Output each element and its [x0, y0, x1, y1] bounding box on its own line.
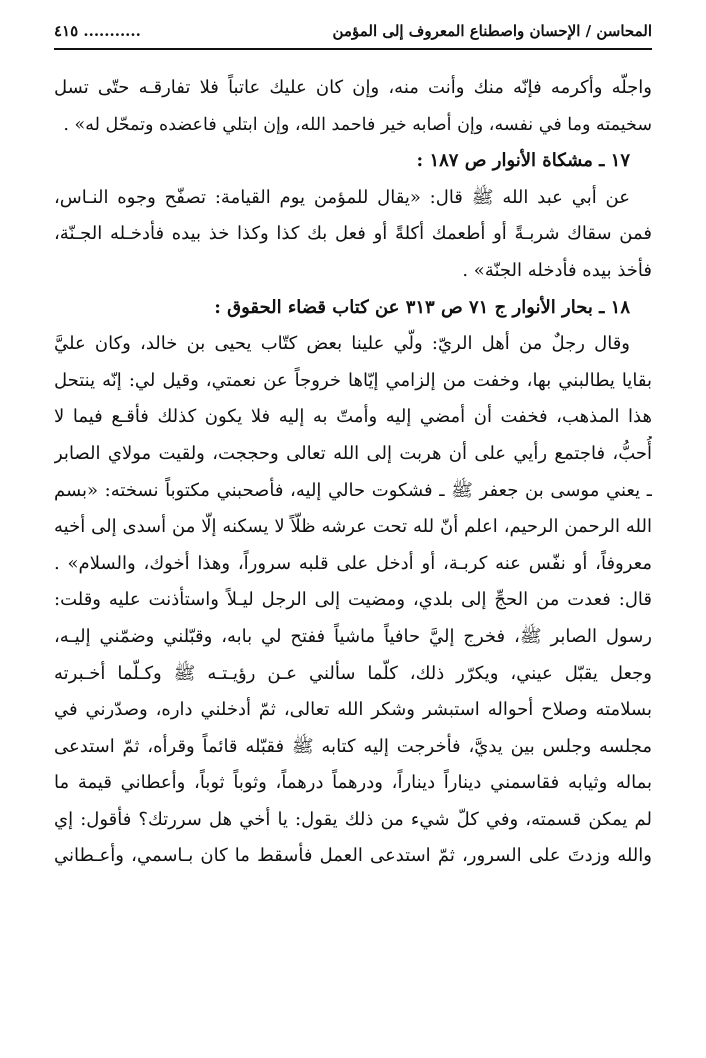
text-line: بماله وثيابه فقاسمني ديناراً ديناراً، ودرهماً درهماً، وثوباً ثوباً، وأعطاني قيمة ما [54, 772, 652, 794]
text-line: لم يمكن قسمته، وفي كلّ شيء من ذلك يقول: يا أخي هل سررتك؟ فأقول: إي [54, 808, 652, 830]
body-text [54, 70, 652, 875]
text-line: أُحبُّ، فاجتمع رأيي على أن هربت إلى الله تعالى وحججت، ولقيت مولاي الصابر [54, 442, 652, 464]
running-header [54, 20, 652, 50]
text-line: قال: فعدت من الحجِّ إلى بلدي، ومضيت إلى الرجل ليـلاً واستأذنت عليه وقلت: [54, 589, 652, 611]
text-line: الله الرحمن الرحيم، اعلم أنّ لله تحت عرشه ظلّاً لا يسكنه إلّا من أسدى إلى أخيه [54, 516, 652, 538]
text-line: واجلّه وأكرمه فإنّه منك وأنت منه، وإن كان عليك عاتباً فلا تفارقـه حتّى تسل [54, 77, 652, 98]
text-line: فمن سقاك شربـةً أو أطعمك أكلةً أو فعل بك كذا وكذا خذ بيده فأدخـله الجـنّة، [54, 223, 652, 245]
text-line: رسول الصابر ﷺ، فخرج إليَّ حافياً ماشياً ففتح لي بابه، وقبّلني وضمّني إليـه، [54, 625, 652, 647]
text-line: فأخذ بيده فأدخله الجنّة» . [462, 259, 652, 281]
text-line: بقايا يطالبني بها، وخفت من إلزامي إيّاها خروجاً عن نعمتي، وقيل لي: إنّه ينتحل [54, 369, 652, 391]
text-line: ـ يعني موسى بن جعفر ﷺ ـ فشكوت حالي إليه، فأصحبني مكتوباً نسخته: «بسم [54, 479, 652, 501]
text-line: وقال رجلٌ من أهل الريّ: ولّي علينا بعض كتّاب يحيى بن خالد، وكان عليَّ [54, 333, 630, 355]
text-line: وجعل يقبّل عيني، ويكرّر ذلك، كلّما سألني عـن رؤيـتـه ﷺ وكـلّما أخـبرته [54, 662, 652, 684]
text-line: بسلامته وصلاح أحواله استبشر وشكر الله تعالى، ثمّ أدخلني داره، وصدّرني في [54, 699, 652, 721]
text-line: مجلسه وجلس بين يديَّ، فأخرجت إليه كتابه ﷺ فقبّله قائماً وقرأه، ثمّ استدعى [54, 735, 652, 757]
text-line: معروفاً، أو نفّس عنه كربـة، أو أدخل على قلبه سروراً، وهذا أخوك، والسلام» . [54, 552, 652, 574]
text-line: والله وزدتَ على السرور، ثمّ استدعى العمل فأسقط ما كان بـاسمي، وأعـطاني [54, 845, 652, 867]
text-line: هذا المذهب، فخفت أن أمضي إليه وأمتّ به إليه فلا يكون كذلك فأقـع فيما لا [54, 406, 652, 428]
text-line: سخيمته وما في نفسه، وإن أصابه خير فاحمد الله، وإن ابتلي فاعضده وتمحّل له» . [63, 114, 652, 135]
section-heading: ١٧ ـ مشكاة الأنوار ص ١٨٧ : [416, 150, 630, 172]
section-heading: ١٨ ـ بحار الأنوار ج ٧١ ص ٣١٣ عن كتاب قضاء الحقوق : [214, 296, 630, 318]
page-number: ........... ٤١٥ [54, 22, 141, 40]
text-line: عن أبي عبد الله ﷺ قال: «يقال للمؤمن يوم القيامة: تصفّح وجوه النـاس، [54, 186, 630, 208]
chapter-title: المحاسن / الإحسان واصطناع المعروف إلى المؤمن [332, 22, 652, 40]
